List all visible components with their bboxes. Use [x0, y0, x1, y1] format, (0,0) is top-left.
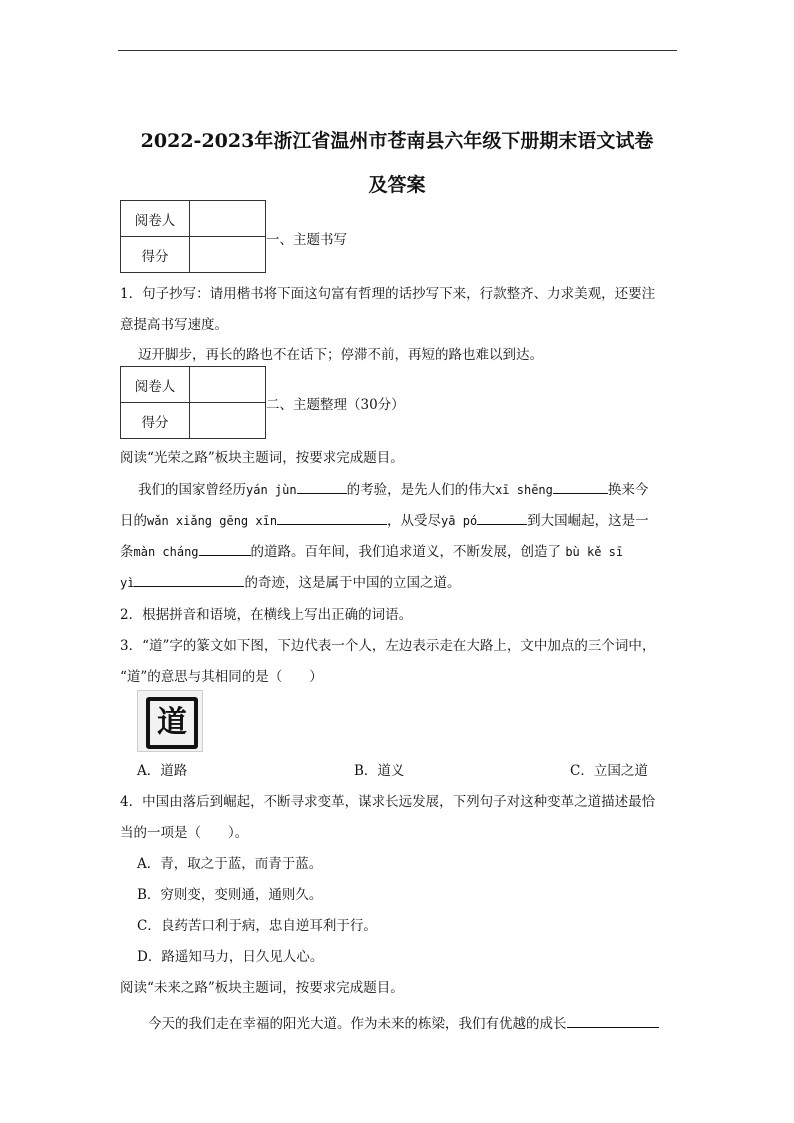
answer-blank[interactable]	[567, 1015, 659, 1028]
passage-text: 的道路。百年间，我们追求道义，不断发展，创造了	[250, 544, 562, 560]
pinyin-wanxianggengxin: wǎn xiǎng gēng xīn	[147, 514, 278, 528]
q4-line2: 当的一项是（ ）。	[120, 825, 249, 841]
passage2-line	[148, 1012, 659, 1032]
passage2-text: 今天的我们走在幸福的阳光大道。作为未来的栋梁，我们有优越的成长	[148, 1016, 567, 1032]
seal-script-image	[137, 690, 203, 752]
passage-text: 日的	[120, 513, 147, 529]
q4-line1: 4．中国由落后到崛起，不断寻求变革，谋求长远发展，下列句子对这种变革之道描述最恰	[120, 794, 656, 810]
answer-blank[interactable]	[477, 512, 527, 525]
quote-text: 迈开脚步，再长的路也不在话下；停滞不前，再短的路也难以到达。	[138, 347, 543, 363]
q2-text: 2．根据拼音和语境，在横线上写出正确的词语。	[120, 607, 413, 623]
q3-option-a[interactable]: A．道路	[137, 763, 188, 779]
score-cell	[190, 403, 266, 439]
answer-blank[interactable]	[277, 512, 387, 525]
q4-option-b[interactable]: B．穷则变，变则通，通则久。	[137, 887, 323, 903]
passage-text: 的考验，是先人们的伟大	[346, 482, 496, 498]
answer-blank[interactable]	[297, 481, 347, 494]
reviewer-label: 阅卷人	[121, 201, 190, 237]
score-label: 得分	[121, 403, 190, 439]
reviewer-cell	[190, 201, 266, 237]
page-title-line1: 2022-2023年浙江省温州市苍南县六年级下册期末语文试卷	[140, 130, 654, 152]
passage-line3	[120, 540, 623, 560]
reviewer-label: 阅卷人	[121, 367, 190, 403]
q1-line1: 1．句子抄写：请用楷书将下面这句富有哲理的话抄写下来，行款整齐、力求美观，还要注	[120, 286, 656, 302]
top-rule	[118, 50, 677, 51]
passage-line2	[120, 509, 649, 529]
passage-text: 条	[120, 544, 134, 560]
answer-blank[interactable]	[199, 543, 251, 556]
passage-text: 换来今	[607, 482, 649, 498]
score-cell	[190, 237, 266, 273]
pinyin-xisheng: xī shēng	[495, 483, 553, 497]
answer-blank[interactable]	[134, 574, 244, 587]
q4-option-d[interactable]: D．路遥知马力，日久见人心。	[137, 949, 324, 965]
pinyin-yanjun: yán jùn	[246, 483, 297, 497]
section2-heading: 二、主题整理（30分）	[266, 397, 405, 413]
section1-heading: 一、主题书写	[266, 232, 347, 248]
score-label: 得分	[121, 237, 190, 273]
page-title-line2: 及答案	[368, 174, 426, 196]
reviewer-cell	[190, 367, 266, 403]
q3-line2: “道”的意思与其相同的是（ ）	[120, 669, 323, 685]
passage-text: 到大国崛起，这是一	[527, 513, 649, 529]
passage-text: ，从受尽	[387, 513, 442, 529]
score-box-2	[120, 366, 266, 439]
passage-line1	[138, 478, 648, 498]
pinyin-manchang: màn cháng	[133, 545, 199, 559]
q3-option-b[interactable]: B．道义	[354, 763, 405, 779]
q3-option-c[interactable]: C．立国之道	[570, 763, 648, 779]
pinyin-bukesiyi: bù kě sī	[565, 545, 624, 559]
passage-line4	[120, 571, 460, 591]
q4-option-a[interactable]: A．青，取之于蓝，而青于蓝。	[137, 856, 323, 872]
q3-line1: 3．“道”字的篆文如下图，下边代表一个人，左边表示走在大路上，文中加点的三个词中，	[120, 638, 656, 654]
q1-line2: 意提高书写速度。	[120, 317, 228, 333]
seal-script-character: 道	[146, 697, 198, 749]
score-box-1	[120, 200, 266, 273]
q4-option-c[interactable]: C．良药苦口利于病，忠自逆耳利于行。	[137, 918, 377, 934]
passage-text: 的奇迹，这是属于中国的立国之道。	[244, 575, 461, 591]
section2-intro: 阅读“光荣之路”板块主题词，按要求完成题目。	[120, 450, 404, 466]
pinyin-yapo: yā pó	[441, 514, 478, 528]
answer-blank[interactable]	[553, 481, 608, 494]
pinyin-yi: yì	[120, 576, 135, 590]
passage-text: 我们的国家曾经历	[138, 482, 246, 498]
section2-intro2: 阅读“未来之路”板块主题词，按要求完成题目。	[120, 980, 404, 996]
